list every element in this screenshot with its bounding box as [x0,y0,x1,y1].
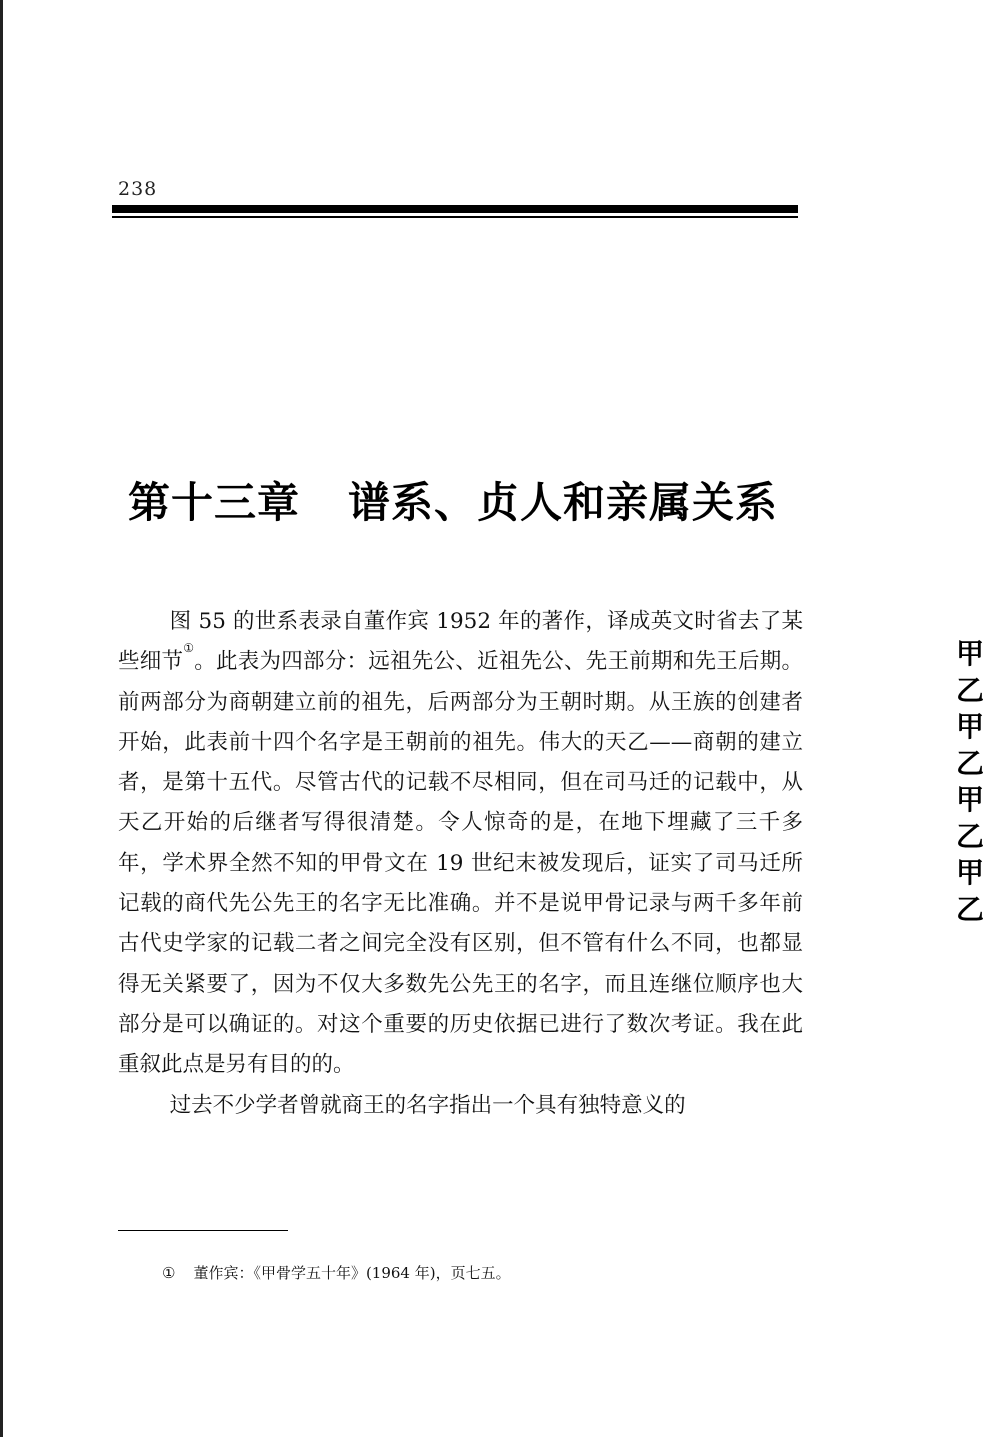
footnote-text: 董作宾：《甲骨学五十年》(1964 年)，页七五。 [193,1264,511,1282]
chapter-name: 谱系、贞人和亲属关系 [348,478,779,527]
chapter-title [128,470,808,530]
footnote-mark: ① [162,1264,176,1282]
footnote [162,1262,511,1283]
page-number: 238 [118,178,158,200]
side-glyph: 乙 [955,892,984,926]
side-glyph: 乙 [955,673,984,707]
side-glyph: 乙 [955,819,984,853]
side-glyph: 乙 [955,746,984,780]
paragraph-1-start: 图 55 的世系表录自董作宾 1952 年的著作，译成英文时省去了某些细节 [118,609,803,675]
side-glyph-column [950,636,990,928]
paragraph-2: 过去不少学者曾就商王的名字指出一个具有独特意义的 [169,1092,686,1118]
side-glyph: 甲 [955,783,984,816]
paragraph-1 [118,602,803,1086]
side-glyph: 甲 [955,856,984,889]
footnote-reference[interactable]: ① [183,641,195,656]
chapter-number: 第十三章 [128,478,301,527]
side-glyph: 甲 [955,637,984,670]
paragraph-1-rest: 。此表为四部分：远祖先公、近祖先公、先王前期和先王后期。前两部分为商朝建立前的祖先，后两部分为王朝时期。从王族的创建者开始，此表前十四个名字是王朝前的祖先。伟大的天乙——商朝的建立者，是第十五代。尽管古代的记载不尽相同，但在司马迁的记载中，从天乙开始的后继者写得很清楚。令人惊奇的是，在地下埋藏了三千多年，学术界全然不知的甲骨文在 19 世纪末被发现后，证实了司马迁所记载的商代先公先王的名字无比准确。并不是说甲骨记录与两千多年前古代史学家的记载二者之间完全没有区别，但不管有什么不同，也都显得无关紧要了，因为不仅大多数先公先王的名字，而且连继位顺序也大部分是可以确证的。对这个重要的历史依据已进行了数次考证。我在此重叙此点是另有目的的。 [118,649,803,1078]
footnote-rule [118,1230,288,1231]
header-rule-thick [112,205,798,213]
side-glyph: 甲 [955,710,984,743]
header-rule-thin [112,216,798,218]
body-text [118,602,803,1126]
page-left-border [0,0,3,1437]
